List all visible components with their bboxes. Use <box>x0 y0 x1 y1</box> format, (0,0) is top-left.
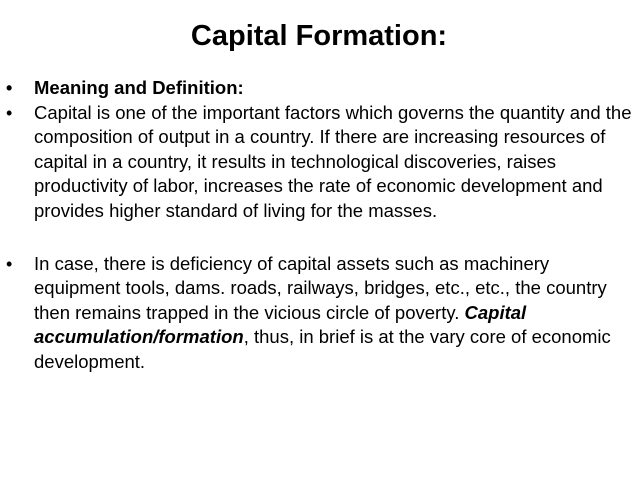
bullet-dot-icon: • <box>6 253 13 274</box>
bullet-text: In case, there is deficiency of capital assets such as machinery equipment tools, dams. roads, railways, bridges, etc., etc., the country then remains trapped in the vicious circle of poverty. <box>34 252 607 323</box>
bullet-capital-deficiency <box>4 252 632 375</box>
slide-title: Capital Formation: <box>190 20 448 52</box>
bullet-list <box>4 76 632 375</box>
bullet-emphasis: Capital accumulation/formation <box>34 301 527 348</box>
bullet-text: Capital is one of the important factors which governs the quantity and the composition of output in a country. If there are increasing resources of capital in a country, it results in technological discoveries, raises productivity of labor, increases the rate of economic development and provides higher standard of living for the masses. <box>34 101 632 221</box>
bullet-dot-icon: • <box>6 78 13 98</box>
bullet-capital-definition <box>4 101 632 224</box>
bullet-text: Meaning and Definition: <box>34 77 244 98</box>
bullet-meaning-heading <box>4 76 632 101</box>
bullet-dot-icon: • <box>6 102 13 123</box>
bullet-text-continued: , thus, in brief is at the vary core of economic development. <box>34 326 611 372</box>
